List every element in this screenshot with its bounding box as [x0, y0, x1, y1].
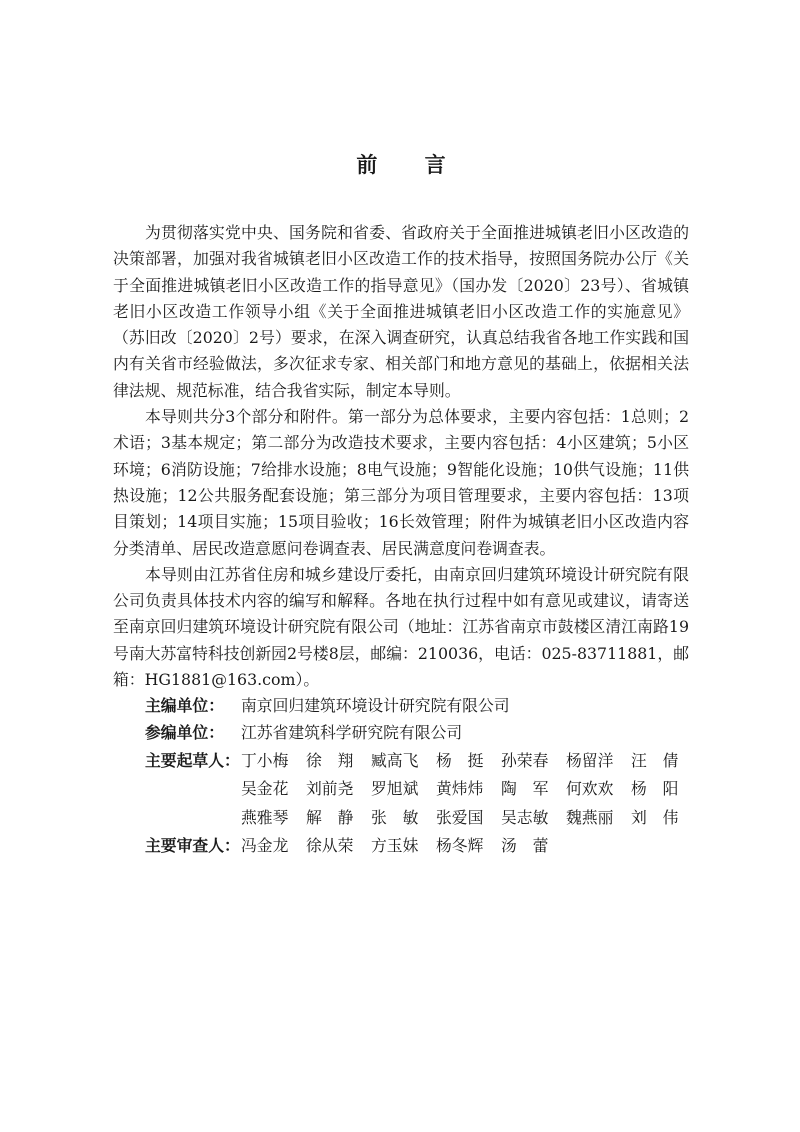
drafter-name: 陶 军: [501, 779, 549, 799]
drafter-name: 汪 倩: [631, 750, 679, 770]
drafter-name: 杨 阳: [631, 779, 679, 799]
drafter-name: 孙荣春: [501, 750, 549, 770]
drafter-name: 刘前尧: [306, 779, 354, 799]
drafter-name: 杨留洋: [566, 750, 614, 770]
chief-editor-unit-label: 主编单位：: [145, 696, 224, 716]
drafters-list: [241, 748, 696, 831]
drafter-name: 吴金花: [241, 779, 289, 799]
reviewer-name: 杨冬辉: [436, 835, 484, 855]
drafter-name: 徐 翔: [306, 750, 354, 770]
reviewers-list: [241, 833, 696, 859]
co-editor-unit-value: 江苏省建筑科学研究院有限公司: [241, 722, 463, 742]
paragraph-purpose: 为贯彻落实党中央、国务院和省委、省政府关于全面推进城镇老旧小区改造的决策部署，加强对我省城镇老旧小区改造工作的技术指导，按照国务院办公厅《关于全面推进城镇老旧小区改造工作的指导意见》（国办发〔2020〕23号）、省城镇老旧小区改造工作领导小组《关于全面推进城镇老旧小区改造工作的实施意见》（苏旧改〔2020〕2号）要求，在深入调查研究，认真总结我省各地工作实践和国内有关省市经验做法，多次征求专家、相关部门和地方意见的基础上，依据相关法律法规、规范标准，结合我省实际，制定本导则。: [113, 223, 689, 400]
drafter-name: 张爱国: [436, 807, 484, 827]
reviewer-name: 汤 蕾: [501, 835, 549, 855]
drafter-name: 何欢欢: [566, 779, 614, 799]
chief-editor-unit: [113, 693, 689, 719]
reviewer-name: 冯金龙: [241, 835, 289, 855]
paragraph-structure: 本导则共分3个部分和附件。第一部分为总体要求，主要内容包括：1总则；2术语；3基本规定；第二部分为改造技术要求，主要内容包括：4小区建筑；5小区环境；6消防设施；7给排水设施；8电气设施；9智能化设施；10供气设施；11供热设施；12公共服务配套设施；第三部分为项目管理要求，主要内容包括：13项目策划；14项目实施；15项目验收；16长效管理；附件为城镇老旧小区改造内容分类清单、居民改造意愿问卷调查表、居民满意度问卷调查表。: [113, 407, 689, 558]
drafters-section: [113, 748, 689, 831]
chief-editor-unit-value: 南京回归建筑环境设计研究院有限公司: [241, 696, 510, 716]
reviewer-name: 方玉妹: [371, 835, 419, 855]
drafter-name: 吴志敏: [501, 807, 549, 827]
drafters-label: 主要起草人：: [145, 750, 240, 770]
drafter-name: 罗旭斌: [371, 779, 419, 799]
drafter-name: 解 静: [306, 807, 354, 827]
page-title: 前 言: [356, 152, 466, 177]
reviewers-label: 主要审查人：: [145, 835, 240, 855]
drafter-name: 燕雅琴: [241, 807, 289, 827]
drafter-name: 杨 挺: [436, 750, 484, 770]
document-page: [113, 150, 689, 859]
reviewers-section: [113, 833, 689, 859]
co-editor-unit: [113, 720, 689, 746]
drafter-name: 臧高飞: [371, 750, 419, 770]
reviewer-name: 徐从荣: [306, 835, 354, 855]
drafter-name: 张 敏: [371, 807, 419, 827]
drafter-name: 魏燕丽: [566, 807, 614, 827]
drafter-name: 丁小梅: [241, 750, 289, 770]
drafter-name: 黄炜炜: [436, 779, 484, 799]
co-editor-unit-label: 参编单位：: [145, 722, 224, 742]
drafter-name: 刘 伟: [631, 807, 679, 827]
paragraph-contact: 本导则由江苏省住房和城乡建设厅委托，由南京回归建筑环境设计研究院有限公司负责具体技术内容的编写和解释。各地在执行过程中如有意见或建议，请寄送至南京回归建筑环境设计研究院有限公司（地址：江苏省南京市鼓楼区清江南路19号南大苏富特科技创新园2号楼8层，邮编：210036，电话：025-83711881，邮箱：HG1881@163.com）。: [113, 564, 689, 690]
